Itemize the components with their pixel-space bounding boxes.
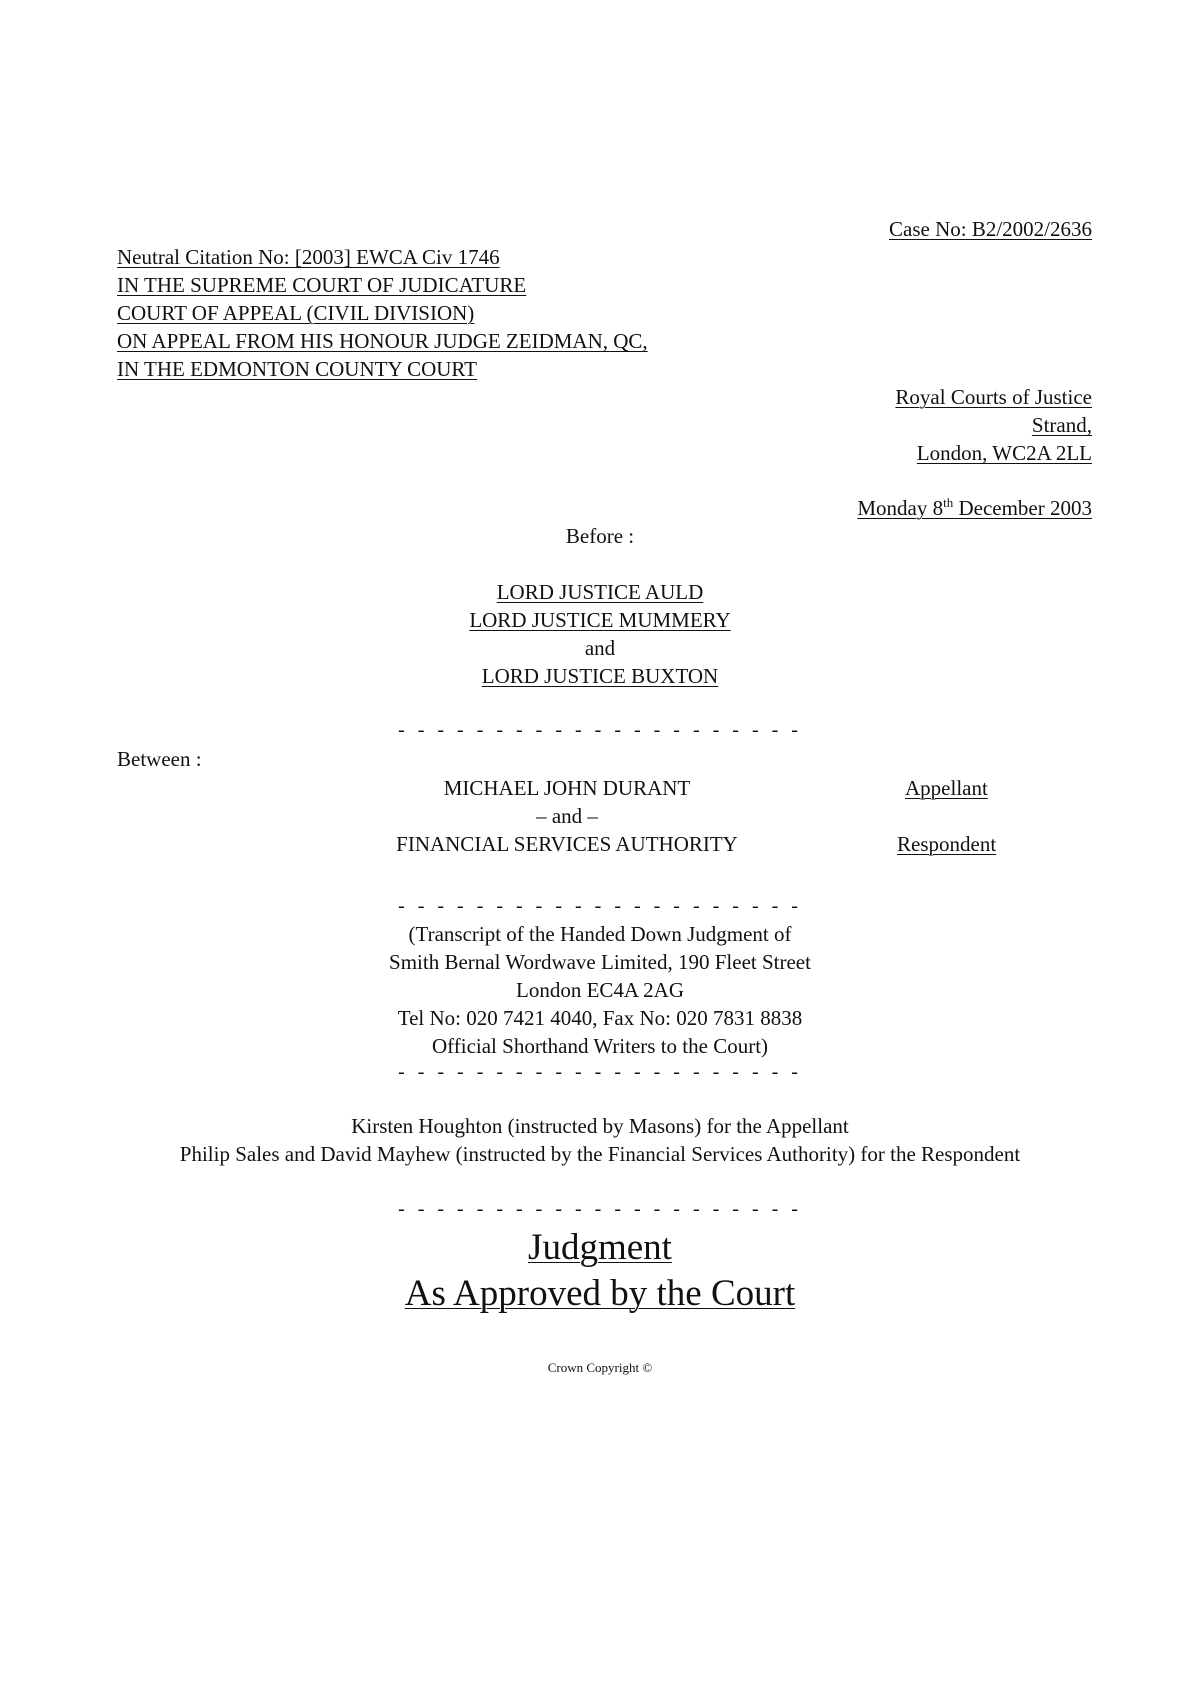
judge-2: LORD JUSTICE MUMMERY	[469, 608, 731, 632]
counsel-appellant: Kirsten Houghton (instructed by Masons) for the Appellant	[351, 1114, 849, 1138]
appeal-origin: ON APPEAL FROM HIS HONOUR JUDGE ZEIDMAN, QC,	[117, 329, 648, 353]
case-number: Case No: B2/2002/2636	[889, 217, 1092, 241]
transcript-line: Official Shorthand Writers to the Court)	[431, 1034, 769, 1058]
separator-rule: - - - - - - - - - - - - - - - - - - - - -	[398, 719, 802, 741]
judges-conjunction: and	[584, 636, 616, 660]
date-ordinal: th	[943, 495, 954, 510]
between-label: Between :	[117, 747, 202, 771]
before-label: Before :	[565, 524, 635, 548]
transcript-line: (Transcript of the Handed Down Judgment of	[408, 922, 792, 946]
judgment-date	[857, 494, 1092, 522]
separator-rule: - - - - - - - - - - - - - - - - - - - - -	[398, 1061, 802, 1083]
judgment-subheading: As Approved by the Court	[404, 1273, 796, 1314]
appellant-name: MICHAEL JOHN DURANT	[443, 776, 691, 800]
transcript-note	[0, 920, 1200, 1060]
address-line-3: London, WC2A 2LL	[916, 441, 1092, 465]
transcript-line: Smith Bernal Wordwave Limited, 190 Fleet Street	[389, 950, 811, 974]
judge-3: LORD JUSTICE BUXTON	[481, 664, 719, 688]
transcript-line: Tel No: 020 7421 4040, Fax No: 020 7831 8838	[397, 1006, 803, 1030]
appellant-role: Appellant	[905, 776, 988, 800]
court-division: COURT OF APPEAL (CIVIL DIVISION)	[117, 301, 475, 325]
crown-copyright: Crown Copyright ©	[547, 1360, 653, 1375]
judges-list	[0, 578, 1200, 690]
respondent-name: FINANCIAL SERVICES AUTHORITY	[396, 832, 738, 856]
judgment-heading: Judgment	[528, 1227, 672, 1268]
judgment-title	[0, 1225, 1200, 1317]
transcript-line: London EC4A 2AG	[516, 978, 684, 1002]
counsel-appearances	[0, 1112, 1200, 1168]
address-line-1: Royal Courts of Justice	[895, 385, 1092, 409]
neutral-citation: Neutral Citation No: [2003] EWCA Civ 1746	[117, 245, 500, 269]
judge-1: LORD JUSTICE AULD	[496, 580, 704, 604]
lower-court: IN THE EDMONTON COUNTY COURT	[117, 357, 478, 381]
counsel-respondent: Philip Sales and David Mayhew (instructed by the Financial Services Authority) for the Respondent	[179, 1142, 1021, 1166]
and-separator: – and –	[536, 804, 598, 828]
respondent-role: Respondent	[897, 832, 997, 856]
date-month-year: December 2003	[953, 496, 1092, 520]
date-day: Monday 8	[857, 496, 944, 520]
court-address	[895, 383, 1092, 467]
separator-rule: - - - - - - - - - - - - - - - - - - - - -	[398, 895, 802, 917]
court-name: IN THE SUPREME COURT OF JUDICATURE	[117, 273, 527, 297]
address-line-2: Strand,	[1031, 413, 1092, 437]
separator-rule: - - - - - - - - - - - - - - - - - - - - -	[398, 1198, 802, 1220]
court-details	[117, 243, 648, 383]
